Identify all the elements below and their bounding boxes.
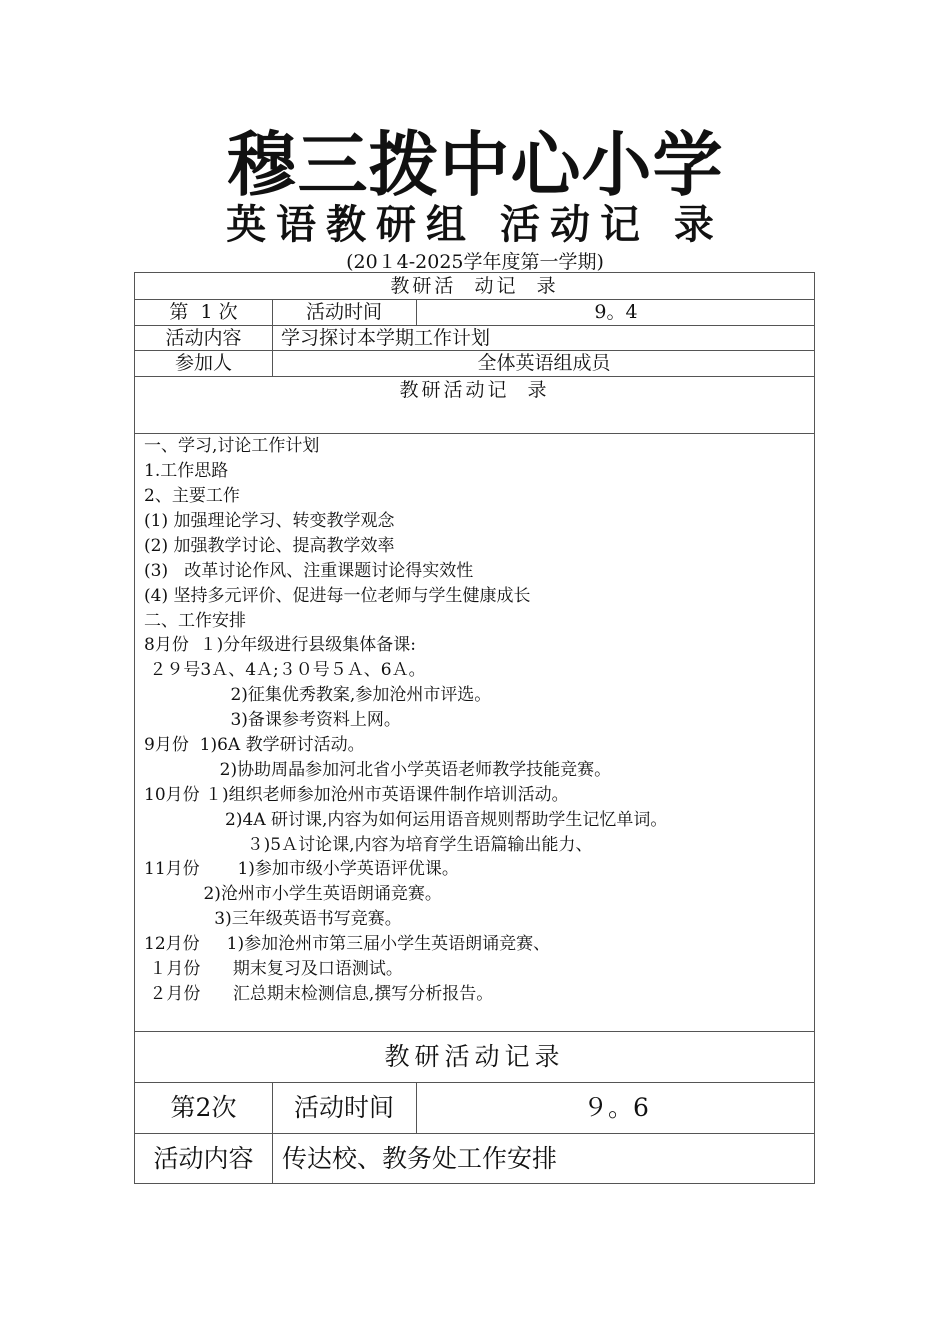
record1-session-label: 第 1 次	[169, 301, 238, 323]
note-line: 2)协助周晶参加河北省小学英语老师教学技能竞赛。	[144, 760, 612, 780]
note-line: 2)4A 研讨课,内容为如何运用语音规则帮助学生记忆单词。	[144, 810, 668, 830]
row-divider	[135, 376, 814, 377]
note-line: 8月份 １)分年级进行县级集体备课:	[144, 635, 416, 655]
note-line: 一、学习,讨论工作计划	[144, 436, 320, 456]
note-line: 10月份 １)组织老师参加沧州市英语课件制作培训活动。	[144, 785, 569, 805]
record1-content-label: 活动内容	[165, 327, 242, 349]
record1-participants-value: 全体英语组成员	[477, 352, 611, 374]
note-line: 2)沧州市小学生英语朗诵竞赛。	[144, 884, 442, 904]
note-line: (3) 改革讨论作风、注重课题讨论得实效性	[144, 561, 474, 581]
activity-record-table	[134, 272, 815, 1184]
record1-section-title: 教研活 动记 录	[390, 275, 559, 297]
note-line: (4) 坚持多元评价、促进每一位老师与学生健康成长	[144, 586, 531, 606]
term-subtitle: (20１4-2025学年度第一学期)	[346, 251, 604, 273]
note-line: 9月份 1)6A 教学研讨活动。	[144, 735, 365, 755]
note-line: ２９号3Ａ、4Ａ;３０号５Ａ、6Ａ。	[144, 660, 426, 680]
note-line: 11月份 1)参加市级小学英语评优课。	[144, 859, 459, 879]
record2-section-title: 教研活动记录	[384, 1042, 565, 1071]
note-line: ３)5Ａ讨论课,内容为培育学生语篇输出能力、	[144, 835, 593, 855]
record1-time-label: 活动时间	[305, 301, 382, 323]
group-title: 英语教研组 活动记 录	[226, 201, 724, 248]
record2-content-label: 活动内容	[153, 1144, 254, 1173]
record1-time-value: 9。4	[594, 301, 638, 323]
note-line: １月份 期末复习及口语测试。	[144, 959, 403, 979]
note-line: (2) 加强教学讨论、提高教学效率	[144, 536, 395, 556]
school-name: 穆三拨中心小学	[226, 123, 724, 206]
note-line: (1) 加强理论学习、转变教学观念	[144, 511, 395, 531]
record2-session-label: 第2次	[170, 1093, 237, 1122]
row-divider	[135, 1031, 814, 1032]
record2-content-value: 传达校、教务处工作安排	[282, 1144, 558, 1173]
row-divider	[135, 1082, 814, 1083]
row-divider	[135, 1133, 814, 1134]
record2-time-label: 活动时间	[293, 1093, 394, 1122]
note-line: 3)备课参考资料上网。	[144, 710, 401, 730]
record1-record-title: 教研活动记 录	[399, 379, 550, 401]
record1-participants-label: 参加人	[174, 352, 232, 374]
note-line: 二、工作安排	[144, 611, 246, 631]
record1-content-value: 学习探讨本学期工作计划	[281, 327, 491, 349]
record2-time-value: ９。6	[583, 1093, 649, 1122]
record1-notes	[135, 434, 814, 1031]
note-line: 1.工作思路	[144, 461, 229, 481]
note-line: 2、主要工作	[144, 486, 240, 506]
note-line: 12月份 1)参加沧州市第三届小学生英语朗诵竞赛、	[144, 934, 551, 954]
note-line: 3)三年级英语书写竞赛。	[144, 909, 402, 929]
note-line: ２月份 汇总期末检测信息,撰写分析报告。	[144, 984, 494, 1004]
note-line: 2)征集优秀教案,参加沧州市评选。	[144, 685, 492, 705]
